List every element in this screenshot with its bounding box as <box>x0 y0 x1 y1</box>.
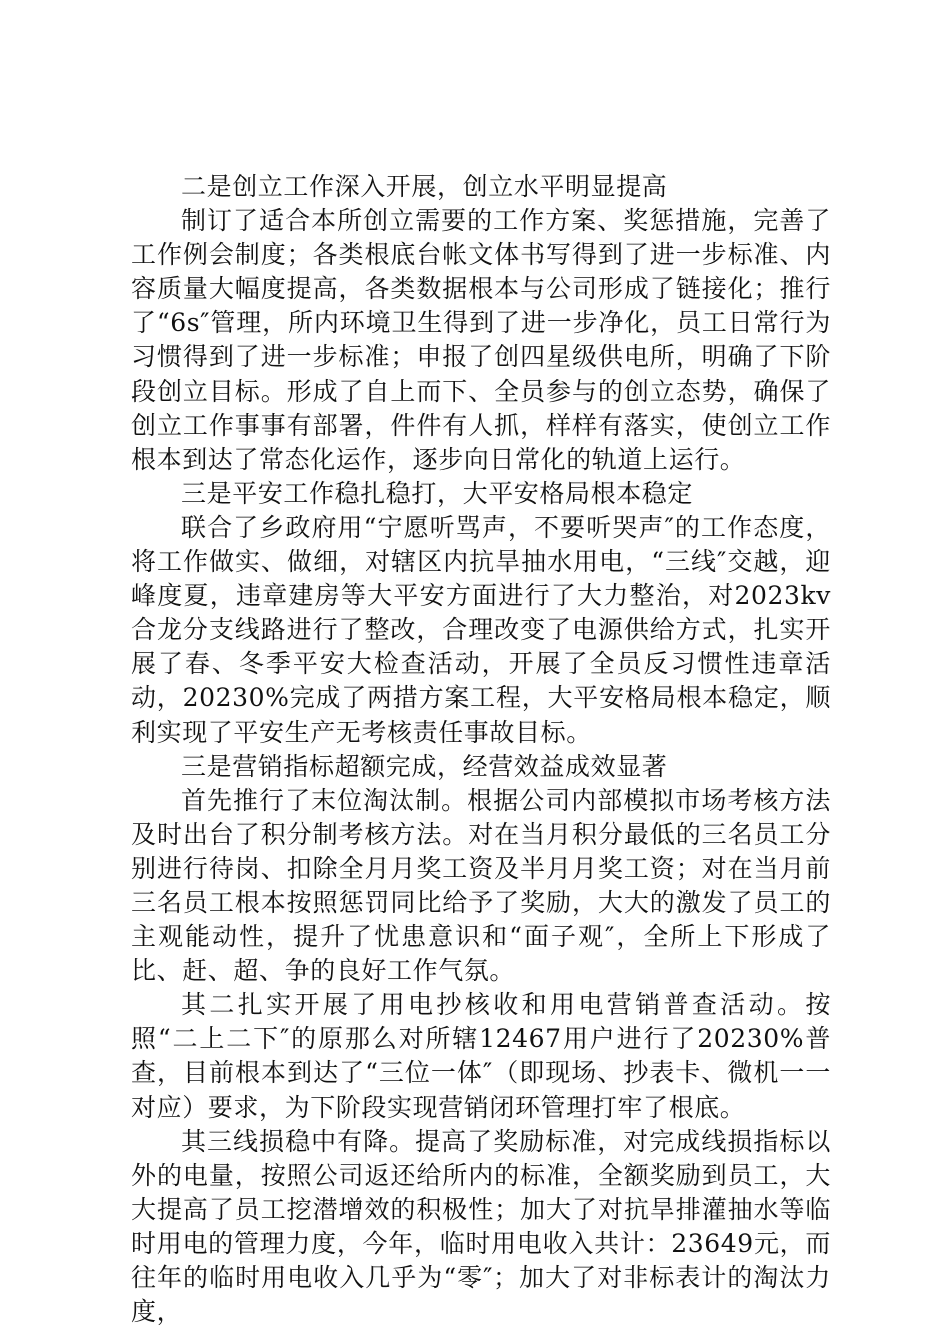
paragraph-elimination-system: 首先推行了末位淘汰制。根据公司内部模拟市场考核方法及时出台了积分制考核方法。对在当月积分最低的三名员工分别进行待岗、扣除全月月奖工资及半月月奖工资；对在当月前三名员工根本按照惩罚同比给予了奖励，大大的激发了员工的主观能动性，提升了忧患意识和“面子观″，全所上下形成了比、赶、超、争的良好工作气氛。 <box>131 785 831 986</box>
paragraph-creation-work: 制订了适合本所创立需要的工作方案、奖惩措施，完善了工作例会制度；各类根底台帐文体书写得到了进一步标准、内容质量大幅度提高，各类数据根本与公司形成了链接化；推行了“6s″管理，所内环境卫生得到了进一步净化，员工日常行为习惯得到了进一步标准；申报了创四星级供电所，明确了下阶段创立目标。形成了自上而下、全员参与的创立态势，确保了创立工作事事有部署，件件有人抓，样样有落实，使创立工作根本到达了常态化运作，逐步向日常化的轨道上运行。 <box>131 206 831 474</box>
section-heading-marketing: 三是营销指标超额完成，经营效益成效显著 <box>181 751 668 781</box>
paragraph-line-loss: 其三线损稳中有降。提高了奖励标准，对完成线损指标以外的电量，按照公司返还给所内的标准，全额奖励到员工，大大提高了员工挖潜增效的积极性；加大了对抗旱排灌抽水等临时用电的管理力度，今年，临时用电收入共计：23649元，而往年的临时用电收入几乎为“零″；加大了对非标表计的淘汰力度， <box>131 1126 831 1327</box>
document-page <box>131 170 831 1329</box>
section-heading-creation: 二是创立工作深入开展，创立水平明显提高 <box>181 172 668 201</box>
paragraph-safety-work: 联合了乡政府用“宁愿听骂声，不要听哭声″的工作态度，将工作做实、做细，对辖区内抗旱抽水用电，“三线″交越，迎峰度夏，违章建房等大平安方面进行了大力整治，对2023kv合龙分支线路进行了整改，合理改变了电源供给方式，扎实开展了春、冬季平安大检查活动，开展了全员反习惯性违章活动，20230%完成了两措方案工程，大平安格局根本稳定，顺利实现了平安生产无考核责任事故目标。 <box>131 512 831 747</box>
paragraph-metering-survey: 其二扎实开展了用电抄核收和用电营销普查活动。按照“二上二下″的原那么对所辖12467用户进行了20230%普查，目前根本到达了“三位一体″（即现场、抄表卡、微机一一对应）要求，为下阶段实现营销闭环管理打牢了根底。 <box>131 990 831 1122</box>
section-heading-safety: 三是平安工作稳扎稳打，大平安格局根本稳定 <box>181 478 694 508</box>
